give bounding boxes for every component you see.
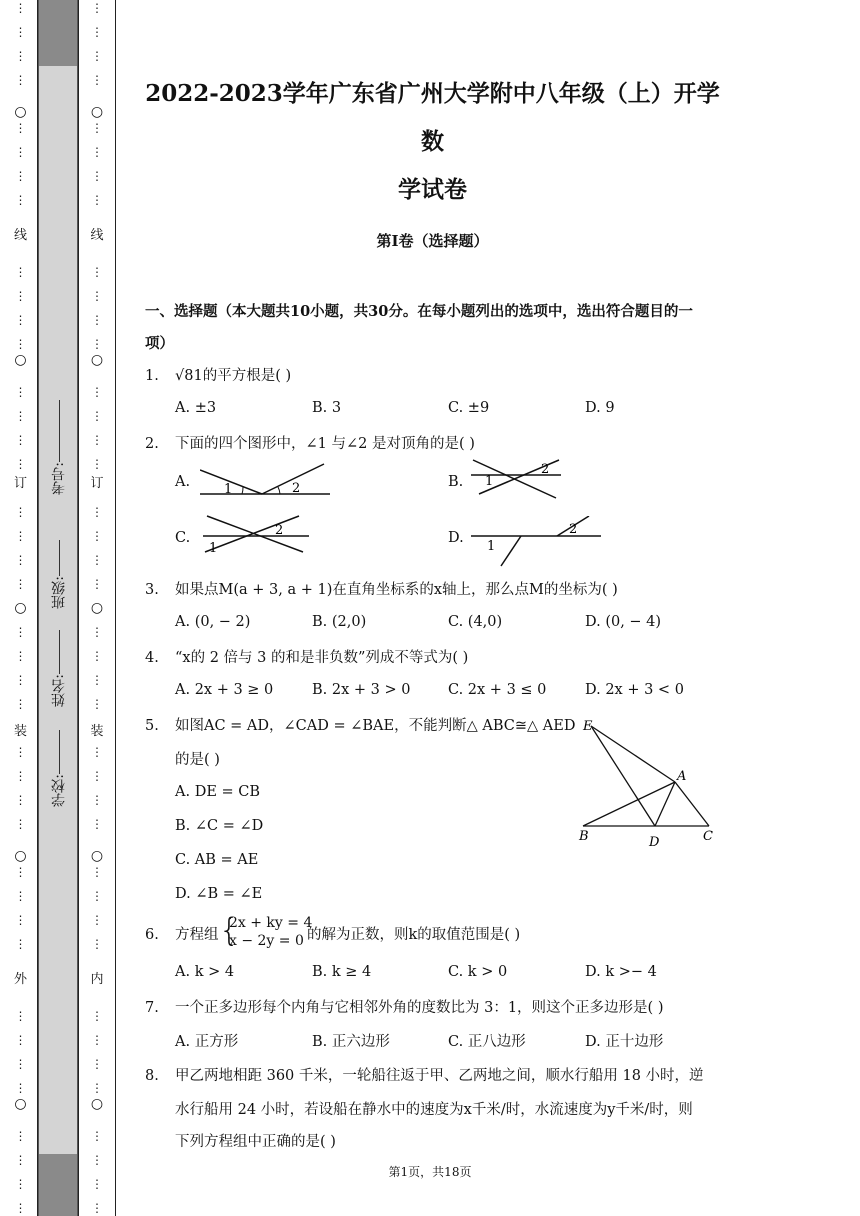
option-b[interactable]: B. 3 — [312, 400, 342, 416]
seal-circle-mark: ○ — [90, 352, 104, 368]
option-c[interactable]: C. — [175, 530, 191, 546]
seal-dots: ⋮ — [91, 1, 103, 15]
seal-circle-mark: ○ — [90, 104, 104, 120]
seal-dots: ⋮ — [91, 697, 103, 711]
seal-dots: ⋮ — [91, 385, 103, 399]
seal-dots: ⋮ — [14, 145, 27, 159]
seal-dots: ⋮ — [91, 793, 103, 807]
option-a[interactable]: A. ±3 — [175, 400, 217, 416]
option-a[interactable]: A. DE = CB — [175, 784, 261, 800]
seal-dots: ⋮ — [14, 1129, 27, 1143]
angle-figure-b — [471, 458, 566, 500]
point-label-c: C — [703, 829, 713, 844]
seal-dots: ⋮ — [14, 649, 27, 663]
seal-char: 线 — [90, 228, 104, 243]
seal-dots: ⋮ — [14, 913, 27, 927]
seal-dots: ⋮ — [91, 577, 103, 591]
option-a[interactable]: A. 2x + 3 ≥ 0 — [175, 682, 274, 698]
angle-label: 2 — [275, 523, 284, 538]
angle-figure-d — [471, 516, 606, 570]
question-2: 2. 下面的四个图形中，∠1 与∠2 是对顶角的是( ) — [145, 436, 475, 452]
point-label-d: D — [649, 835, 660, 850]
outer-seal-strip — [4, 0, 38, 1216]
seal-dots: ⋮ — [14, 49, 27, 63]
gray-block-top — [39, 0, 77, 66]
angle-label: 2 — [541, 462, 550, 477]
question-3: 3. 如果点M(a + 3, a + 1)在直角坐标系的x轴上，那么点M的坐标为( ) — [145, 582, 618, 598]
angle-label: 2 — [569, 522, 578, 537]
name-label: 姓名: — [51, 674, 67, 707]
angle-figure-a — [200, 460, 335, 500]
seal-dots: ⋮ — [91, 433, 103, 447]
seal-dots: ⋮ — [14, 865, 27, 879]
page-footer: 第1页，共18页 — [388, 1165, 472, 1179]
seal-dots: ⋮ — [14, 1177, 27, 1191]
angle-figure-c — [203, 512, 313, 554]
exam-title: 2022-2023学年广东省广州大学附中八年级（上）开学数 学试卷 — [145, 80, 720, 203]
seal-dots: ⋮ — [14, 73, 27, 87]
point-label-b: B — [579, 829, 589, 844]
seal-dots: ⋮ — [91, 169, 103, 183]
section-title: 第I卷（选择题） — [376, 232, 489, 250]
seal-dots: ⋮ — [91, 121, 103, 135]
seal-dots: ⋮ — [91, 457, 103, 471]
seal-dots: ⋮ — [14, 1153, 27, 1167]
seal-dots: ⋮ — [14, 673, 27, 687]
seal-dots: ⋮ — [91, 745, 103, 759]
option-d[interactable]: D. 2x + 3 < 0 — [585, 682, 684, 698]
inner-seal-strip — [78, 0, 116, 1216]
question-8-line3: 下列方程组中正确的是( ) — [175, 1134, 336, 1150]
inner-seal-column — [79, 0, 115, 1216]
seal-dots: ⋮ — [91, 505, 103, 519]
seal-dots: ⋮ — [91, 145, 103, 159]
seal-dots: ⋮ — [14, 793, 27, 807]
seal-dots: ⋮ — [91, 337, 103, 351]
seal-dots: ⋮ — [91, 817, 103, 831]
seal-dots: ⋮ — [14, 121, 27, 135]
seal-dots: ⋮ — [91, 553, 103, 567]
seal-circle-mark: ○ — [14, 600, 27, 616]
seal-circle-mark: ○ — [14, 1096, 27, 1112]
angle-label: 2 — [292, 481, 301, 496]
option-c[interactable]: C. AB = AE — [175, 852, 259, 868]
seal-dots: ⋮ — [14, 769, 27, 783]
angle-label: 1 — [485, 474, 494, 489]
option-d[interactable]: D. — [448, 530, 464, 546]
seal-dots: ⋮ — [14, 457, 27, 471]
seal-circle-mark: ○ — [90, 600, 104, 616]
seal-dots: ⋮ — [91, 313, 103, 327]
seal-dots: ⋮ — [91, 1009, 103, 1023]
equation-brace: { — [219, 911, 240, 949]
option-b[interactable]: B. 正六边形 — [312, 1034, 390, 1050]
question-5: 5. 如图AC = AD，∠CAD = ∠BAE，不能判断△ ABC≅△ AED — [145, 718, 576, 734]
seal-char: 订 — [90, 476, 104, 491]
seal-dots: ⋮ — [14, 1033, 27, 1047]
seal-dots: ⋮ — [14, 577, 27, 591]
class-field — [39, 540, 79, 609]
triangle-figure — [577, 716, 722, 850]
seal-dots: ⋮ — [14, 25, 27, 39]
option-b[interactable]: B. ∠C = ∠D — [175, 818, 264, 834]
seal-circle-mark: ○ — [90, 1096, 104, 1112]
option-c[interactable]: C. k > 0 — [448, 964, 508, 980]
seal-dots: ⋮ — [14, 313, 27, 327]
equation-2: x − 2y = 0 — [229, 933, 304, 949]
exam-number-label: 考号: — [51, 462, 67, 495]
seal-dots: ⋮ — [14, 265, 27, 279]
option-d[interactable]: D. (0, − 4) — [585, 614, 662, 630]
seal-circle-mark: ○ — [90, 848, 104, 864]
question-4: 4. “x的 2 倍与 3 的和是非负数”列成不等式为( ) — [145, 650, 469, 666]
seal-dots: ⋮ — [14, 193, 27, 207]
seal-dots: ⋮ — [91, 1177, 103, 1191]
question-7: 7. 一个正多边形每个内角与它相邻外角的度数比为 3：1，则这个正多边形是( ) — [145, 1000, 664, 1016]
class-label: 班级: — [51, 576, 67, 609]
option-b[interactable]: B. — [448, 474, 464, 490]
seal-dots: ⋮ — [14, 697, 27, 711]
part-heading: 一、选择题（本大题共10小题，共30分。在每小题列出的选项中，选出符合题目的一 项） — [145, 303, 693, 352]
seal-dots: ⋮ — [91, 25, 103, 39]
seal-dots: ⋮ — [14, 1201, 27, 1215]
outer-seal-column — [4, 0, 37, 1216]
seal-char: 订 — [13, 476, 27, 491]
seal-dots: ⋮ — [14, 337, 27, 351]
seal-dots: ⋮ — [14, 385, 27, 399]
option-a[interactable]: A. 正方形 — [175, 1034, 239, 1050]
binding-margin — [0, 0, 118, 1216]
seal-dots: ⋮ — [14, 553, 27, 567]
option-d[interactable]: D. 正十边形 — [585, 1034, 664, 1050]
seal-dots: ⋮ — [14, 889, 27, 903]
seal-dots: ⋮ — [14, 817, 27, 831]
seal-dots: ⋮ — [14, 1057, 27, 1071]
student-info-strip — [38, 0, 78, 1216]
question-8-line2: 水行船用 24 小时，若设船在静水中的速度为x千米/时，水流速度为y千米/时，则 — [175, 1102, 693, 1118]
seal-dots: ⋮ — [91, 625, 103, 639]
name-field — [39, 630, 79, 707]
seal-dots: ⋮ — [91, 865, 103, 879]
seal-char: 外 — [13, 972, 27, 987]
seal-dots: ⋮ — [91, 1201, 103, 1215]
seal-dots: ⋮ — [91, 49, 103, 63]
option-c[interactable]: C. (4,0) — [448, 614, 503, 630]
seal-dots: ⋮ — [91, 937, 103, 951]
seal-dots: ⋮ — [91, 193, 103, 207]
seal-dots: ⋮ — [91, 1057, 103, 1071]
option-b[interactable]: B. k ≥ 4 — [312, 964, 372, 980]
angle-label: 1 — [224, 482, 233, 497]
option-b[interactable]: B. 2x + 3 > 0 — [312, 682, 411, 698]
seal-dots: ⋮ — [14, 1081, 27, 1095]
seal-dots: ⋮ — [14, 289, 27, 303]
seal-dots: ⋮ — [14, 169, 27, 183]
seal-dots: ⋮ — [91, 409, 103, 423]
angle-label: 1 — [209, 541, 218, 554]
seal-dots: ⋮ — [91, 1033, 103, 1047]
seal-dots: ⋮ — [91, 73, 103, 87]
seal-dots: ⋮ — [14, 625, 27, 639]
question-6: 6. 方程组 { 2x + ky = 4 x − 2y = 0 的解为正数，则k的取值范围是( ) — [145, 911, 521, 949]
seal-dots: ⋮ — [91, 529, 103, 543]
point-label-a: A — [677, 769, 687, 784]
exam-number-field — [39, 400, 79, 495]
option-c[interactable]: C. 正八边形 — [448, 1034, 526, 1050]
seal-dots: ⋮ — [91, 769, 103, 783]
seal-dots: ⋮ — [14, 937, 27, 951]
point-label-e: E — [583, 719, 593, 734]
seal-dots: ⋮ — [91, 649, 103, 663]
seal-dots: ⋮ — [91, 1129, 103, 1143]
seal-char: 装 — [13, 724, 27, 739]
seal-dots: ⋮ — [91, 265, 103, 279]
option-a[interactable]: A. (0, − 2) — [175, 614, 251, 630]
question-8: 8. 甲乙两地相距 360 千米，一轮船往返于甲、乙两地之间，顺水行船用 18 小时，逆 — [145, 1068, 704, 1084]
seal-dots: ⋮ — [91, 1153, 103, 1167]
option-b[interactable]: B. (2,0) — [312, 614, 367, 630]
question-5-options — [175, 784, 263, 920]
equation-1: 2x + ky = 4 — [229, 915, 313, 931]
seal-dots: ⋮ — [91, 1081, 103, 1095]
option-c[interactable]: C. 2x + 3 ≤ 0 — [448, 682, 547, 698]
seal-char: 线 — [13, 228, 27, 243]
seal-dots: ⋮ — [91, 913, 103, 927]
option-a[interactable]: A. k > 4 — [175, 964, 235, 980]
school-field — [39, 730, 79, 807]
angle-label: 1 — [487, 539, 496, 554]
seal-dots: ⋮ — [91, 289, 103, 303]
option-a[interactable]: A. — [175, 474, 191, 490]
seal-dots: ⋮ — [14, 433, 27, 447]
seal-dots: ⋮ — [14, 505, 27, 519]
seal-dots: ⋮ — [14, 745, 27, 759]
seal-circle-mark: ○ — [14, 848, 27, 864]
seal-dots: ⋮ — [14, 1, 27, 15]
seal-circle-mark: ○ — [14, 104, 27, 120]
option-d[interactable]: D. k >− 4 — [585, 964, 657, 980]
seal-circle-mark: ○ — [14, 352, 27, 368]
seal-dots: ⋮ — [14, 409, 27, 423]
seal-char: 装 — [90, 724, 104, 739]
seal-dots: ⋮ — [91, 673, 103, 687]
seal-dots: ⋮ — [14, 1009, 27, 1023]
seal-dots: ⋮ — [14, 529, 27, 543]
option-c[interactable]: C. ±9 — [448, 400, 490, 416]
seal-dots: ⋮ — [91, 889, 103, 903]
question-1: 1. √81的平方根是( ) — [145, 368, 292, 384]
option-d[interactable]: D. 9 — [585, 400, 615, 416]
school-label: 学校: — [51, 774, 67, 807]
question-5-line2: 的是( ) — [175, 752, 220, 768]
seal-char: 内 — [90, 972, 104, 987]
option-d[interactable]: D. ∠B = ∠E — [175, 886, 263, 902]
